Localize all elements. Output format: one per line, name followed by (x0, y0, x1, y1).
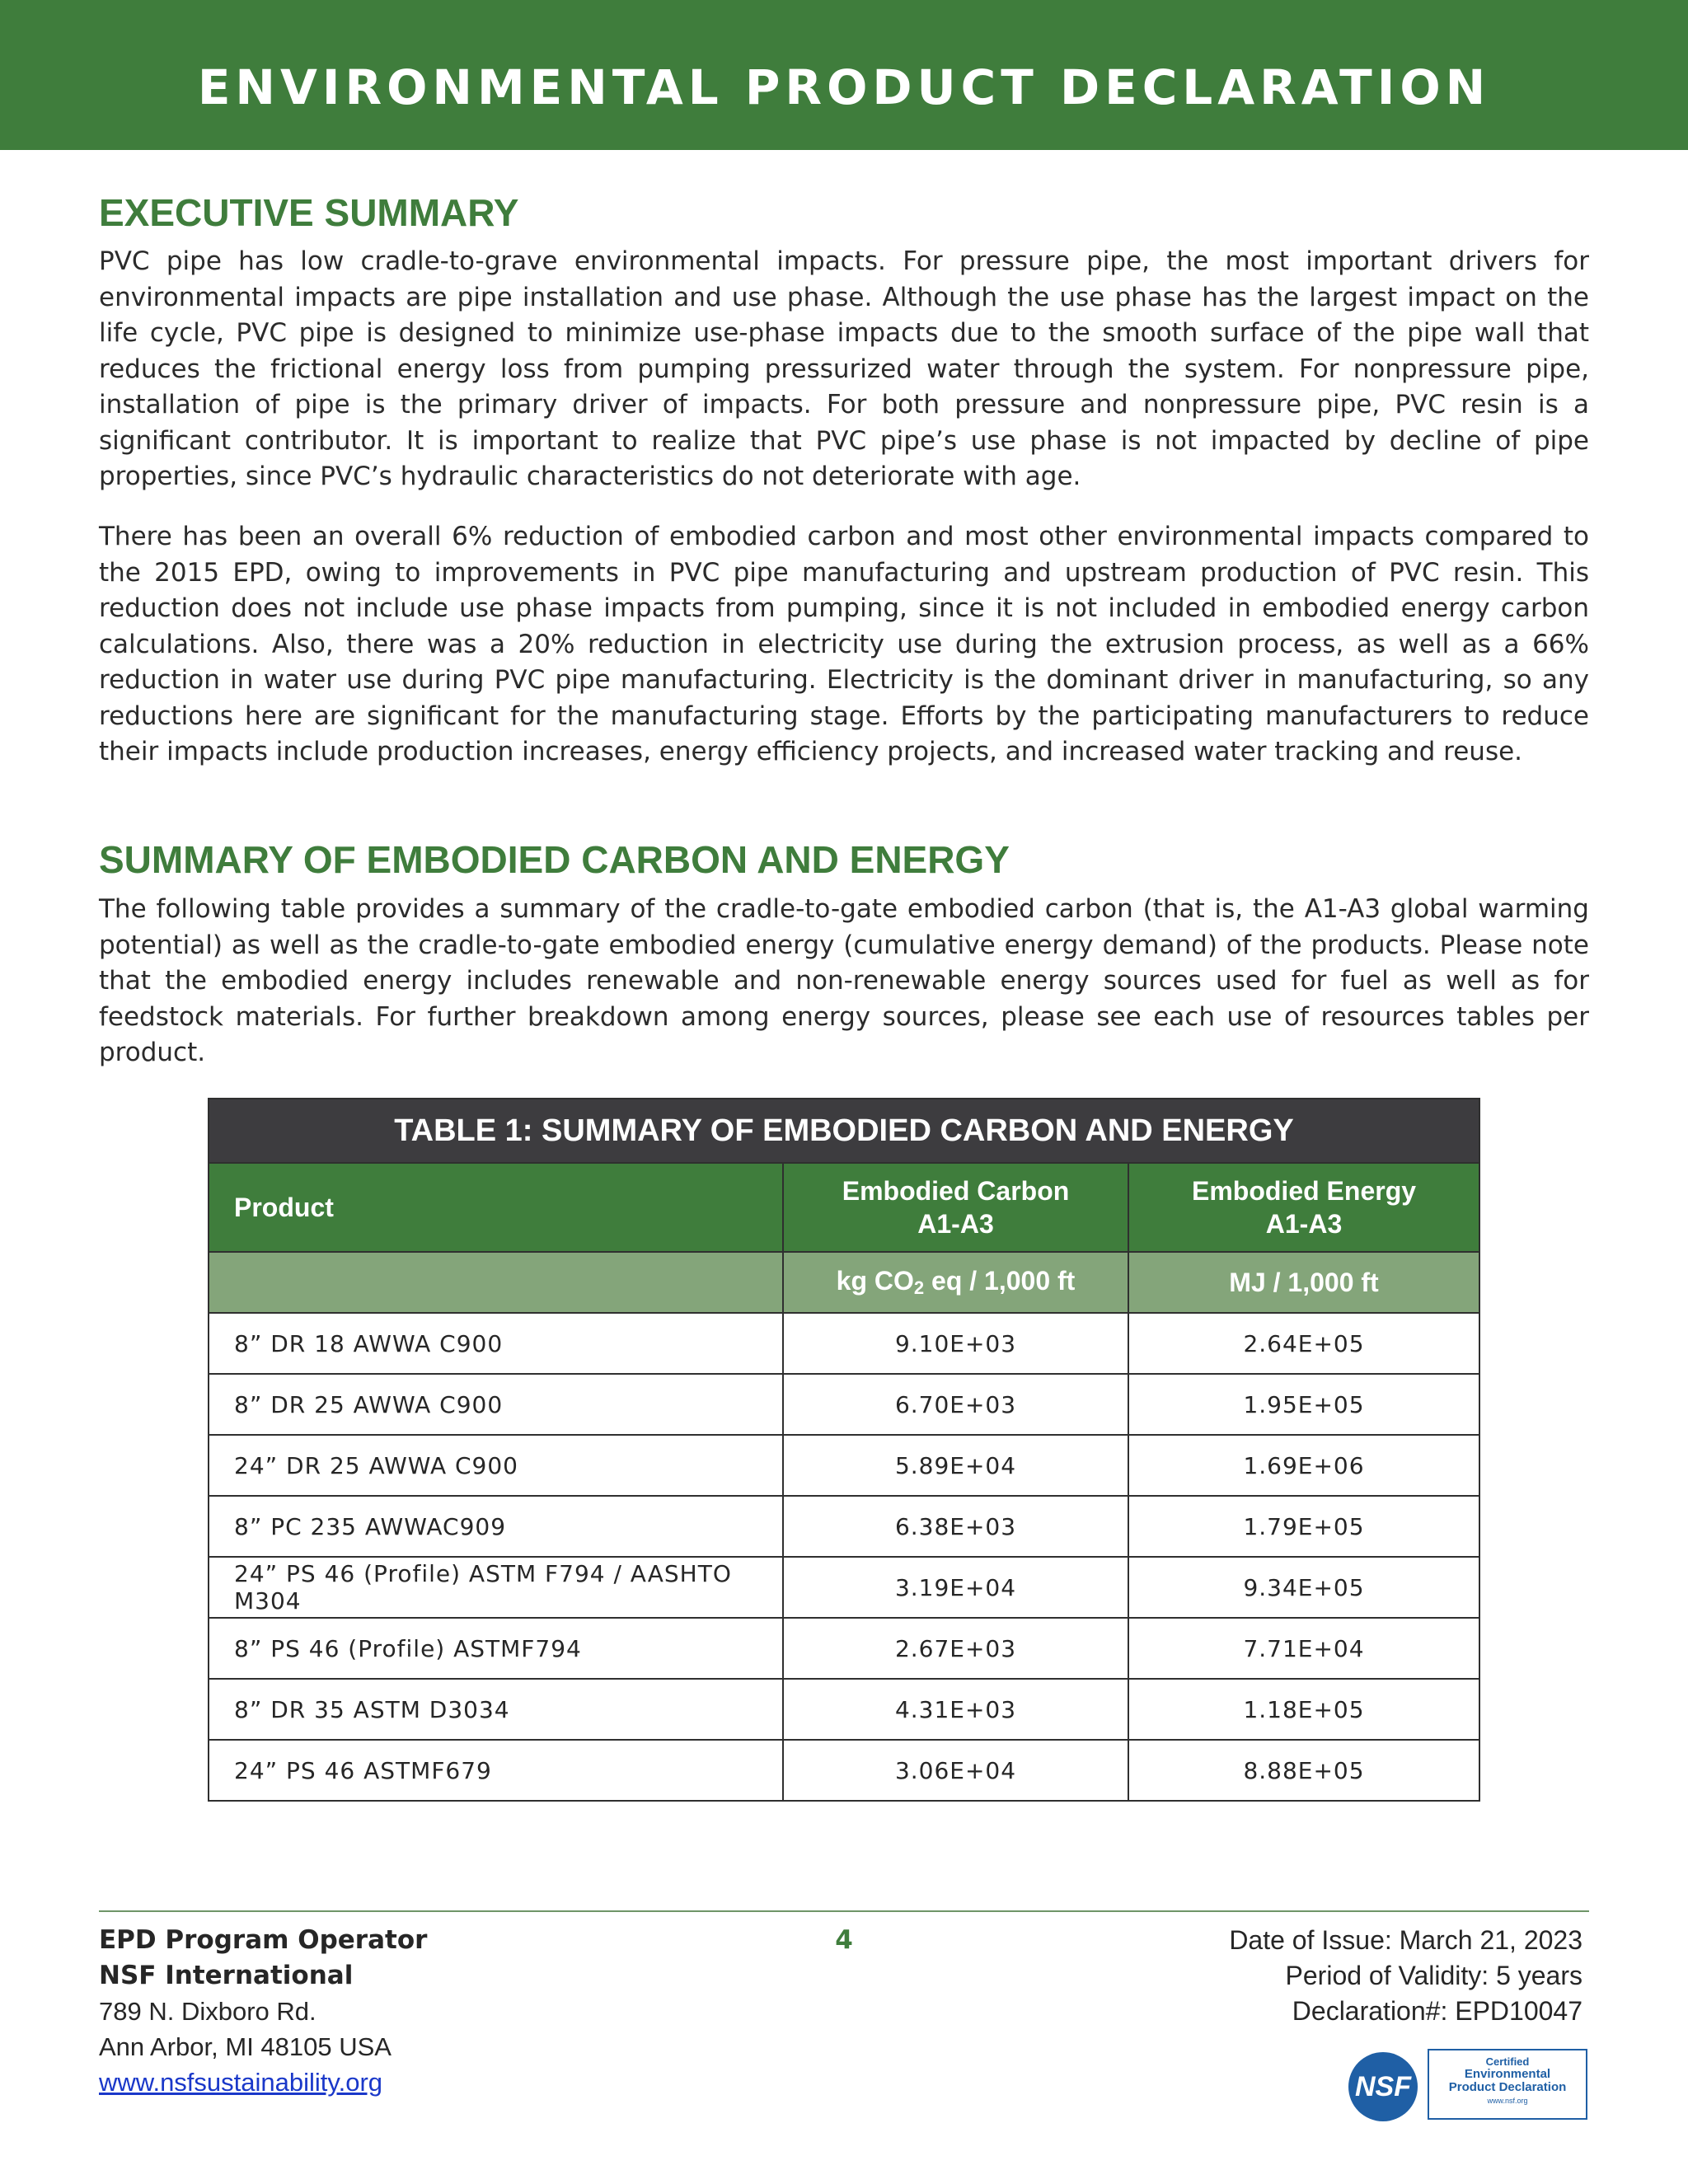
embodied-summary-paragraph: The following table provides a summary of the cradle-to-gate embodied carbon (that is, the A1-A3 global warming potential) as well as the cradle-to-gate embodied energy (cumulative energy demand) of the products. Please note that the embodied energy includes renewable and non-renewable energy sources used for fuel as well as for feedstock materials. For further breakdown among energy sources, please see each use of resources tables per product. (99, 894, 1589, 1067)
unit-carbon-subscript: 2 (913, 1277, 925, 1298)
energy-cell: 1.95E+05 (1128, 1374, 1479, 1435)
carbon-cell: 4.31E+03 (783, 1679, 1128, 1740)
footer-declaration-block (1229, 1923, 1582, 2029)
website-link[interactable]: www.nsfsustainability.org (99, 2068, 383, 2097)
cert-line-3: Product Declaration (1448, 2080, 1567, 2094)
col-header-product: Product (209, 1163, 783, 1252)
embodied-summary-heading: SUMMARY OF EMBODIED CARBON AND ENERGY (99, 838, 1010, 881)
product-cell: 8” DR 25 AWWA C900 (209, 1374, 783, 1435)
operator-organization: NSF International (99, 1961, 354, 1990)
product-cell: 24” DR 25 AWWA C900 (209, 1435, 783, 1496)
table-title: TABLE 1: SUMMARY OF EMBODIED CARBON AND ENERGY (209, 1099, 1479, 1163)
operator-label: EPD Program Operator (99, 1925, 428, 1955)
unit-energy: MJ / 1,000 ft (1128, 1252, 1479, 1313)
address-line-2: Ann Arbor, MI 48105 USA (99, 2032, 392, 2061)
unit-carbon (783, 1252, 1128, 1313)
executive-summary-paragraph-1: PVC pipe has low cradle-to-grave environmental impacts. For pressure pipe, the most important drivers for environmental impacts are pipe installation and use phase. Although the use phase has the largest impact on the life cycle, PVC pipe is designed to minimize use-phase impacts due to the smooth surface of the pipe wall that reduces the frictional energy loss from pumping pressurized water through the system. For nonpressure pipe, installation of pipe is the primary driver of impacts. For both pressure and nonpressure pipe, PVC resin is a significant contributor. It is important to realize that PVC pipe’s use phase is not impacted by decline of pipe properties, since PVC’s hydraulic characteristics do not deteriorate with age. (99, 246, 1589, 491)
nsf-logo-icon (1348, 2052, 1418, 2121)
energy-cell: 2.64E+05 (1128, 1313, 1479, 1374)
declaration-number: Declaration#: EPD10047 (1292, 1996, 1582, 2026)
product-cell: 8” PC 235 AWWAC909 (209, 1496, 783, 1557)
energy-cell: 7.71E+04 (1128, 1618, 1479, 1679)
col-header-carbon-line2: A1-A3 (917, 1209, 994, 1239)
cert-line-4: www.nsf.org (1487, 2097, 1528, 2105)
table-row (209, 1740, 1479, 1801)
product-cell: 24” PS 46 (Profile) ASTM F794 / AASHTO M304 (209, 1557, 783, 1618)
executive-summary-paragraph-2: There has been an overall 6% reduction of embodied carbon and most other environmental impacts compared to the 2015 EPD, owing to improvements in PVC pipe manufacturing and upstream production of PVC resin. This reduction does not include use phase impacts from pumping, since it is not included in embodied energy carbon calculations. Also, there was a 20% reduction in electricity use during the extrusion process, as well as a 66% reduction in water use during PVC pipe manufacturing. Electricity is the dominant driver in manufacturing, so any reductions here are significant for the manufacturing stage. Efforts by the participating manufacturers to reduce their impacts include production increases, energy efficiency projects, and increased water tracking and reuse. (99, 522, 1589, 766)
embodied-summary-table (208, 1098, 1480, 1802)
product-cell: 8” DR 35 ASTM D3034 (209, 1679, 783, 1740)
footer-divider (99, 1910, 1589, 1912)
cert-line-1: Certified (1485, 2055, 1530, 2068)
col-header-energy-line2: A1-A3 (1265, 1209, 1343, 1239)
table-row (209, 1496, 1479, 1557)
document-title: ENVIRONMENTAL PRODUCT DECLARATION (197, 59, 1491, 115)
carbon-cell: 6.70E+03 (783, 1374, 1128, 1435)
col-header-energy-line1: Embodied Energy (1191, 1176, 1417, 1206)
carbon-cell: 6.38E+03 (783, 1496, 1128, 1557)
energy-cell: 1.18E+05 (1128, 1679, 1479, 1740)
unit-carbon-prefix: kg CO (836, 1266, 914, 1296)
product-cell: 8” DR 18 AWWA C900 (209, 1313, 783, 1374)
table-row (209, 1435, 1479, 1496)
footer-operator-block (99, 1923, 676, 2100)
product-cell: 8” PS 46 (Profile) ASTMF794 (209, 1618, 783, 1679)
page-number: 4 (835, 1925, 853, 1955)
table-row (209, 1557, 1479, 1618)
col-header-embodied-carbon (783, 1163, 1128, 1252)
col-header-carbon-line1: Embodied Carbon (842, 1176, 1070, 1206)
table-row (209, 1374, 1479, 1435)
carbon-cell: 2.67E+03 (783, 1618, 1128, 1679)
table-row (209, 1313, 1479, 1374)
date-of-issue: Date of Issue: March 21, 2023 (1229, 1925, 1582, 1955)
cert-line-2: Environmental (1464, 2067, 1551, 2081)
energy-cell: 9.34E+05 (1128, 1557, 1479, 1618)
energy-cell: 1.79E+05 (1128, 1496, 1479, 1557)
carbon-cell: 5.89E+04 (783, 1435, 1128, 1496)
product-cell: 24” PS 46 ASTMF679 (209, 1740, 783, 1801)
period-of-validity: Period of Validity: 5 years (1285, 1961, 1582, 1990)
certified-epd-badge (1428, 2049, 1587, 2120)
carbon-cell: 3.06E+04 (783, 1740, 1128, 1801)
energy-cell: 1.69E+06 (1128, 1435, 1479, 1496)
nsf-logo-text: NSF (1355, 2071, 1411, 2102)
executive-summary-heading: EXECUTIVE SUMMARY (99, 191, 519, 234)
col-header-embodied-energy (1128, 1163, 1479, 1252)
table-row (209, 1679, 1479, 1740)
carbon-cell: 3.19E+04 (783, 1557, 1128, 1618)
energy-cell: 8.88E+05 (1128, 1740, 1479, 1801)
unit-carbon-suffix: eq / 1,000 ft (924, 1266, 1076, 1296)
table-row (209, 1618, 1479, 1679)
header-band (0, 0, 1688, 150)
carbon-cell: 9.10E+03 (783, 1313, 1128, 1374)
address-line-1: 789 N. Dixboro Rd. (99, 1997, 316, 2026)
unit-cell-empty (209, 1252, 783, 1313)
